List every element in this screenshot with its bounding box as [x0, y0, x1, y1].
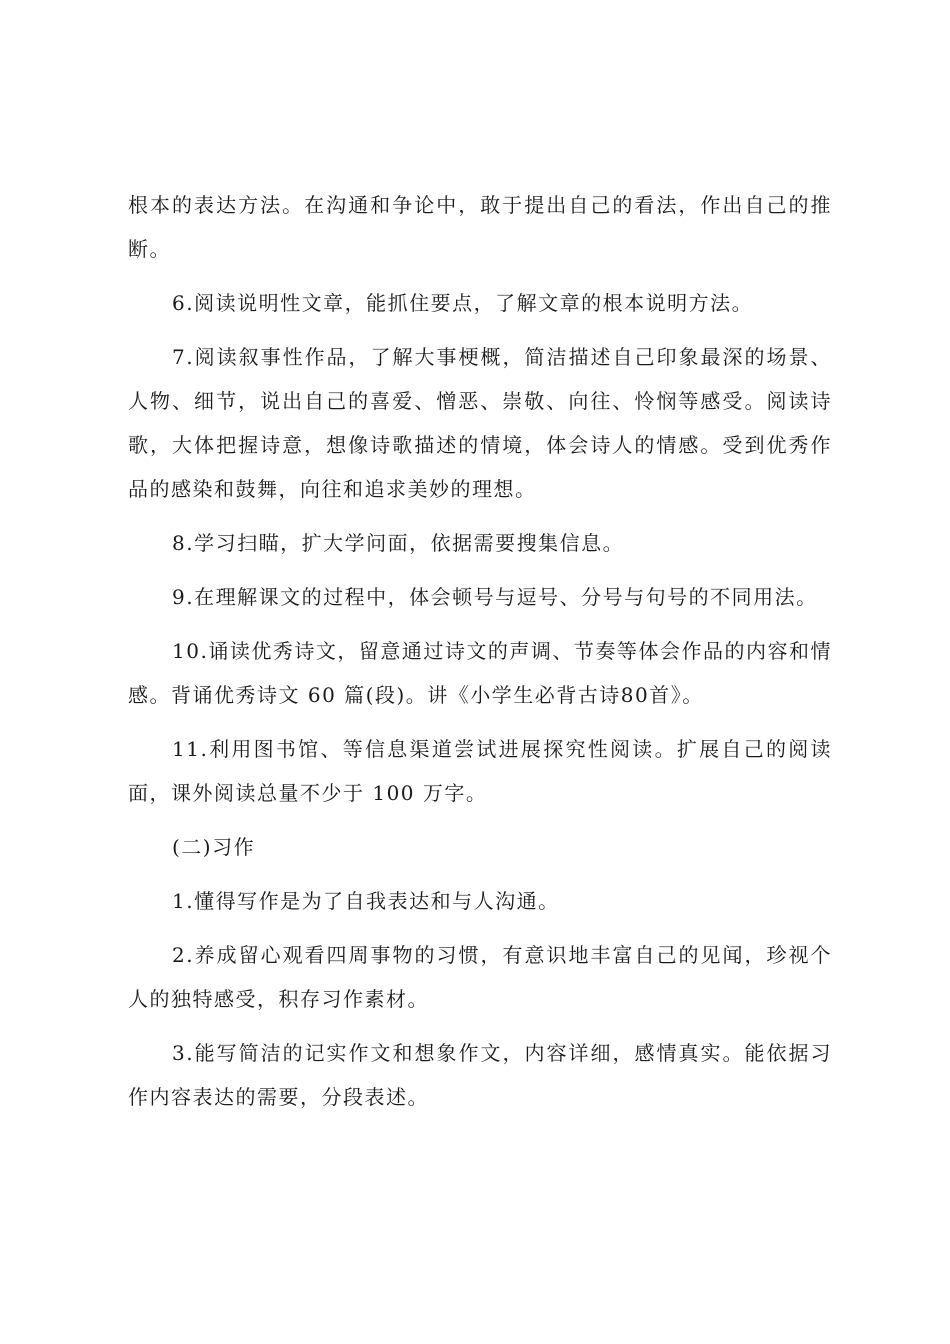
- paragraph-item-6: 6.阅读说明性文章，能抓住要点，了解文章的根本说明方法。: [172, 291, 754, 315]
- paragraph-item-8: 8.学习扫瞄，扩大学问面，依据需要搜集信息。: [172, 531, 625, 555]
- document-page: [128, 183, 832, 1129]
- paragraph-writing-3: 3.能写简洁的记实作文和想象作文，内容详细，感情真实。能依据习作内容表达的需要，分段表述。: [128, 1041, 832, 1109]
- paragraph-writing-1: 1.懂得写作是为了自我表达和与人沟通。: [172, 889, 560, 913]
- paragraph-item-10: 10.诵读优秀诗文，留意通过诗文的声调、节奏等体会作品的内容和情感。背诵优秀诗文 60 篇(段)。讲《小学生必背古诗80首》。: [128, 639, 832, 707]
- section-heading-writing: (二)习作: [172, 835, 256, 859]
- paragraph-continuation: 根本的表达方法。在沟通和争论中，敢于提出自己的看法，作出自己的推断。: [128, 193, 832, 261]
- paragraph-item-11: 11.利用图书馆、等信息渠道尝试进展探究性阅读。扩展自己的阅读面，课外阅读总量不少于 100 万字。: [128, 737, 832, 805]
- paragraph-item-7: 7.阅读叙事性作品，了解大事梗概，简洁描述自己印象最深的场景、人物、细节，说出自己的喜爱、憎恶、崇敬、向往、怜悯等感受。阅读诗歌，大体把握诗意，想像诗歌描述的情境，体会诗人的情感。受到优秀作品的感染和鼓舞，向往和追求美妙的理想。: [128, 345, 832, 501]
- paragraph-writing-2: 2.养成留心观看四周事物的习惯，有意识地丰富自己的见闻，珍视个人的独特感受，积存习作素材。: [128, 943, 832, 1011]
- paragraph-item-9: 9.在理解课文的过程中，体会顿号与逗号、分号与句号的不同用法。: [172, 585, 818, 609]
